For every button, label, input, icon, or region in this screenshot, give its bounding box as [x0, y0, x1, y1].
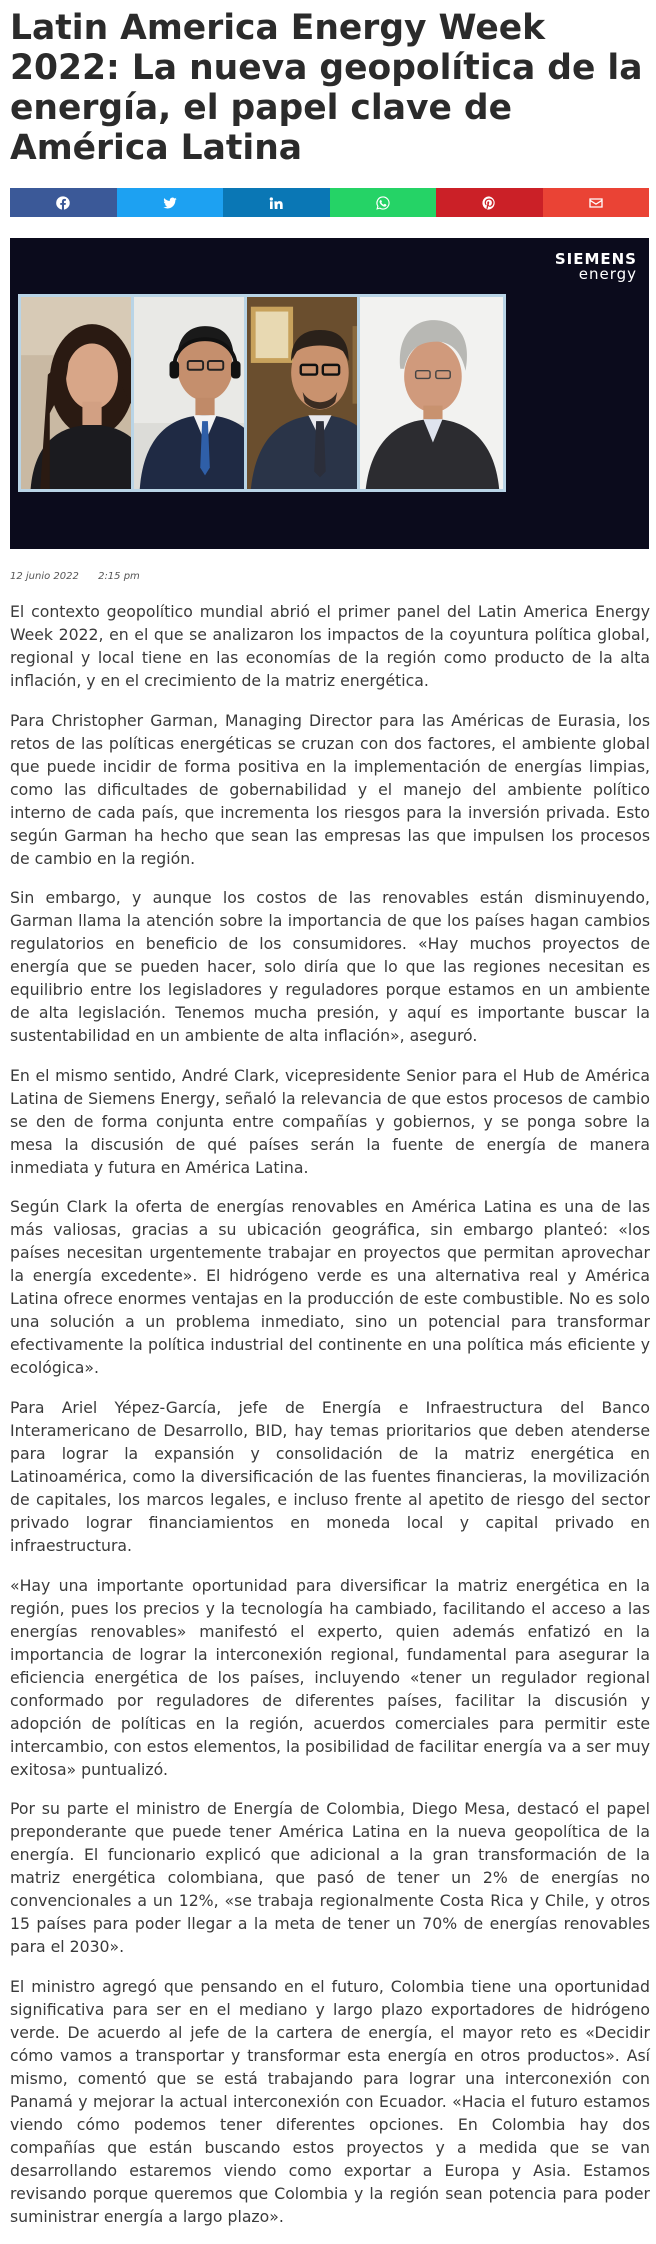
share-whatsapp-button[interactable]	[330, 188, 437, 217]
paragraph: Para Ariel Yépez-García, jefe de Energía e Infraestructura del Banco Interamericano de Desarrollo, BID, hay temas prioritarios que deben atenderse para lograr la expansión y consolidación de la matriz energética en Latinoamérica, como la diversificación de las fuentes financieras, la movilización de capitales, los marcos legales, e incluso frente al apetito de riesgo del sector privado lograr financiamientos en moneda local y capital privado en infraestructura.	[10, 1397, 650, 1555]
paragraph: Por su parte el ministro de Energía de Colombia, Diego Mesa, destacó el papel preponderante que puede tener América Latina en la nueva geopolítica de la energía. El funcionario explicó que adicional a la gran transformación de la matriz energética colombiana, que pasó de tener un 2% de energías no convencionales a un 12%, «se trabaja regionalmente Costa Rica y Chile, y otros 15 países para poder llegar a la meta de tener un 70% de energías renovables para el 2030».	[10, 1799, 650, 1957]
paragraph: Según Clark la oferta de energías renovables en América Latina es una de las más valiosas, gracias a su ubicación geográfica, sin embargo planteó: «los países necesitan urgentemente trabajar en proyectos que permitan aprovechar la energía excedente». El hidrógeno verde es una alternativa real y América Latina ofrece enormes ventajas en la producción de este combustible. No es solo una solución a un problema inmediato, sino un potencial para transformar efectivamente la política industrial del continente en una política más eficiente y ecológica».	[10, 1197, 650, 1378]
paragraph: El ministro agregó que pensando en el futuro, Colombia tiene una oportunidad significativa para ser en el mediano y largo plazo exportadores de hidrógeno verde. De acuerdo al jefe de la cartera de energía, el mayor reto es «Decidir cómo vamos a transportar y transformar esta energía en otros productos». Así mismo, comentó que se está trabajando para lograr una interconexión con Panamá y mejorar la actual interconexión con Ecuador. «Hacia el futuro estamos viendo cómo podemos tener diferentes opciones. En Colombia hay dos compañías que están buscando estos proyectos y a medida que se van desarrollando estaremos viendo como exportar a Europa y Asia. Estamos revisando porque queremos que Colombia y la región sean potencia para poder suministrar energía a largo plazo».	[10, 1976, 650, 2226]
paragraph: El contexto geopolítico mundial abrió el primer panel del Latin America Energy Week 2022, en el que se analizaron los impactos de la coyuntura política global, regional y local tiene en las economías de la región como producto de la alta inflación, y en el crecimiento de la matriz energética.	[10, 602, 650, 690]
panelist-man-grey-hair-image	[360, 297, 503, 489]
share-facebook-button[interactable]	[10, 188, 117, 217]
paragraph: Para Christopher Garman, Managing Director para las Américas de Eurasia, los retos de las políticas energéticas se cruzan con dos factores, el ambiente global que puede incidir de forma positiva en la implementación de energías limpias, como las dificultades de gobernabilidad y el manejo del ambiente político interno de cada país, que incrementa los riesgos para la inversión privada. Esto según Garman ha hecho que sean las empresas las que impulsen los procesos de cambio en la región.	[10, 710, 650, 868]
logo-line-2: energy	[578, 265, 637, 283]
article-date: 12 junio 2022	[10, 571, 79, 582]
share-linkedin-button[interactable]	[223, 188, 330, 217]
linkedin-icon	[268, 195, 284, 211]
share-twitter-button[interactable]	[117, 188, 224, 217]
article-meta	[10, 571, 156, 582]
article-title: Latin America Energy Week 2022: La nueva geopolítica de la energía, el papel clave de América Latina	[10, 8, 643, 168]
facebook-icon	[55, 195, 71, 211]
share-pinterest-button[interactable]	[436, 188, 543, 217]
share-email-button[interactable]	[543, 188, 650, 217]
whatsapp-icon	[375, 195, 391, 211]
siemens-energy-logo	[555, 252, 637, 281]
paragraph: En el mismo sentido, André Clark, vicepresidente Senior para el Hub de América Latina de Siemens Energy, señaló la relevancia de que estos procesos de cambio se den de forma conjunta entre compañías y gobiernos, y se ponga sobre la mesa la discusión de qué países serán la fuente de energía de manera inmediata y futura en América Latina.	[10, 1065, 650, 1177]
logo-line-1: SIEMENS	[554, 250, 637, 268]
twitter-icon	[162, 195, 178, 211]
hero-video-image[interactable]	[10, 238, 649, 549]
article-time: 2:15 pm	[98, 571, 140, 582]
panelist-video-tile-4	[357, 294, 506, 492]
share-bar	[10, 188, 649, 217]
article-body	[10, 600, 650, 2244]
paragraph: «Hay una importante oportunidad para diversificar la matriz energética en la región, pues los precios y la tecnología ha cambiado, facilitando el acceso a las energías renovables» manifestó el experto, quien además enfatizó en la importancia de lograr la interconexión regional, fundamental para asegurar la eficiencia energética de los países, incluyendo «tener un regulador regional conformado por reguladores de diferentes países, facilitar la discusión y adopción de políticas en la región, acuerdos comerciales para permitir este intercambio, con estos elementos, la posibilidad de facilitar energía va a ser muy exitosa» puntualizó.	[10, 1575, 650, 1779]
pinterest-icon	[481, 195, 497, 211]
paragraph: Sin embargo, y aunque los costos de las renovables están disminuyendo, Garman llama la atención sobre la importancia de que los países hagan cambios regulatorios en beneficio de los consumidores. «Hay muchos proyectos de energía que se pueden hacer, solo diría que lo que las regiones necesitan es equilibrio entre los legisladores y reguladores porque estamos en un ambiente de alta legislación. Tenemos mucha presión, y aquí es importante buscar la sustentabilidad en un ambiente de alta inflación», aseguró.	[10, 888, 650, 1046]
email-icon	[588, 195, 604, 211]
